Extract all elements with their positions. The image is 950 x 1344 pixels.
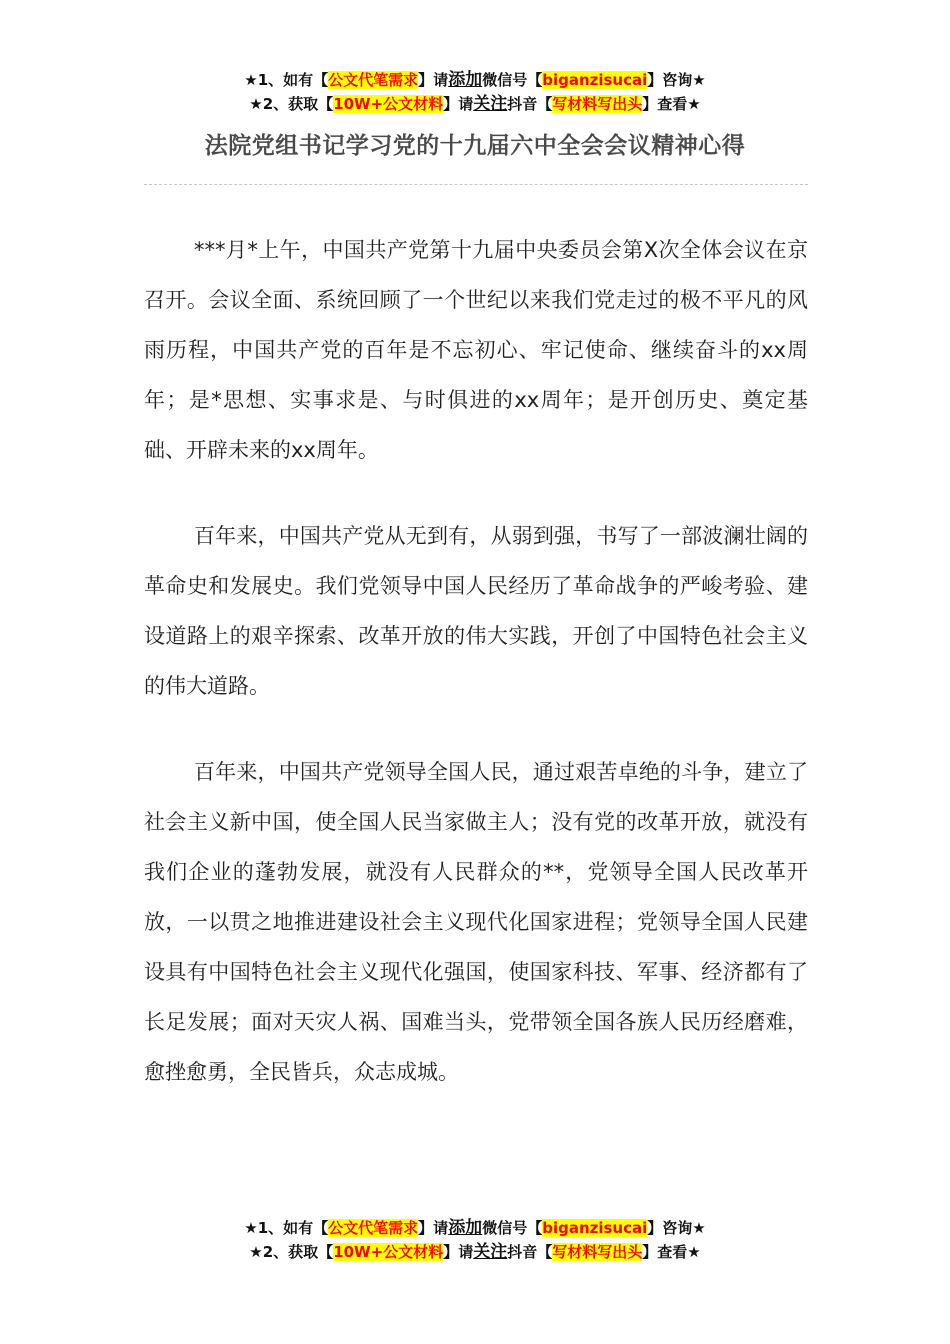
promo-text: 微信号【 — [482, 1219, 543, 1237]
promo-text: 抖音【 — [507, 95, 553, 113]
promo-highlight: biganzisucai — [542, 71, 648, 89]
document-title: 法院党组书记学习党的十九届六中全会会议精神心得 — [204, 133, 746, 159]
promo-text: 】咨询★ — [647, 1219, 706, 1237]
body-paragraph-1: ***月*上午，中国共产党第十九届中央委员会第X次全体会议在京召开。会议全面、系统回顾了一个世纪以来我们党走过的极不平凡的风雨历程，中国共产党的百年是不忘初心、牢记使命、继续奋斗的xx周年；是*思想、实事求是、与时俱进的xx周年；是开创历史、奠定基础、开辟未来的xx周年。 — [144, 238, 808, 462]
promo-footer — [0, 1216, 950, 1264]
promo-emphasis: 添加 — [448, 70, 483, 90]
promo-text: 】咨询★ — [647, 71, 706, 89]
promo-highlight: 10W+公文材料 — [333, 1243, 444, 1261]
promo-text: 】请 — [443, 95, 474, 113]
promo-highlight: 公文代笔需求 — [328, 71, 419, 89]
promo-text: 抖音【 — [507, 1243, 553, 1261]
promo-highlight: 写材料写出头 — [552, 1243, 643, 1261]
promo-text: 】请 — [418, 71, 449, 89]
promo-text: ★2、获取【 — [249, 95, 334, 113]
promo-text: 微信号【 — [482, 71, 543, 89]
promo-text: 】查看★ — [642, 1243, 701, 1261]
body-paragraph-2: 百年来，中国共产党从无到有，从弱到强，书写了一部波澜壮阔的革命史和发展史。我们党领导中国人民经历了革命战争的严峻考验、建设道路上的艰辛探索、改革开放的伟大实践，开创了中国特色社会主义的伟大道路。 — [144, 524, 808, 698]
promo-line-2 — [0, 92, 950, 116]
promo-text: ★2、获取【 — [249, 1243, 334, 1261]
promo-line-2 — [0, 1240, 950, 1264]
promo-highlight: biganzisucai — [542, 1219, 648, 1237]
body-paragraph-3: 百年来，中国共产党领导全国人民，通过艰苦卓绝的斗争，建立了社会主义新中国，使全国人民当家做主人；没有党的改革开放，就没有我们企业的蓬勃发展，就没有人民群众的**，党领导全国人民改革开放，一以贯之地推进建设社会主义现代化国家进程；党领导全国人民建设具有中国特色社会主义现代化强国，使国家科技、军事、经济都有了长足发展；面对天灾人祸、国难当头，党带领全国各族人民历经磨难，愈挫愈勇，全民皆兵，众志成城。 — [144, 760, 808, 1084]
promo-highlight: 公文代笔需求 — [328, 1219, 419, 1237]
promo-line-1 — [0, 1216, 950, 1240]
promo-text: ★1、如有【 — [244, 1219, 329, 1237]
promo-text: 】请 — [443, 1243, 474, 1261]
promo-text: 】请 — [418, 1219, 449, 1237]
promo-line-1 — [0, 68, 950, 92]
promo-emphasis: 关注 — [473, 1242, 508, 1262]
document-body — [144, 225, 808, 1133]
promo-header — [0, 68, 950, 116]
promo-highlight: 10W+公文材料 — [333, 95, 444, 113]
promo-emphasis: 添加 — [448, 1218, 483, 1238]
title-divider — [144, 184, 808, 185]
promo-highlight: 写材料写出头 — [552, 95, 643, 113]
promo-emphasis: 关注 — [473, 94, 508, 114]
promo-text: ★1、如有【 — [244, 71, 329, 89]
promo-text: 】查看★ — [642, 95, 701, 113]
